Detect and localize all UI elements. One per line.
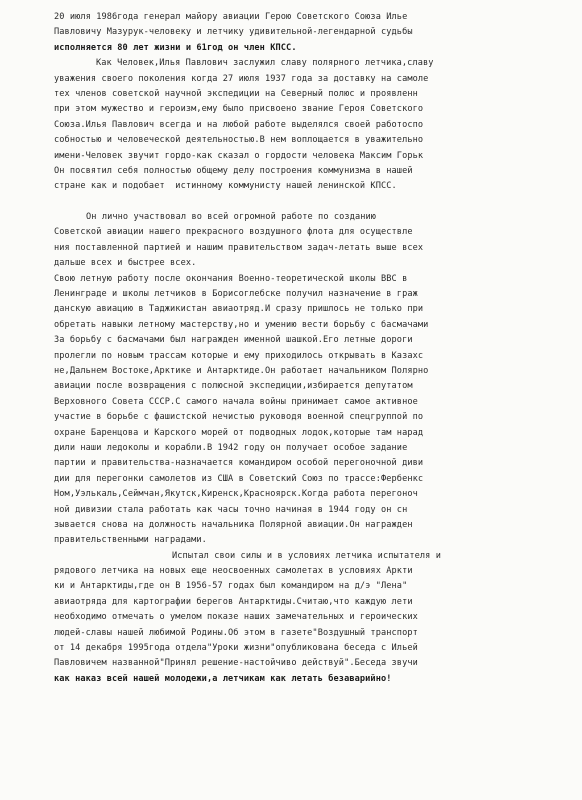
document-line: Союза.Илья Павлович всегда и на любой работе выделялся своей работоспо <box>54 119 424 130</box>
document-line: За борьбу с басмачами был награжден именной шашкой.Его летные дороги <box>54 335 413 346</box>
typed-letter-body <box>54 10 574 687</box>
document-line: партии и правительства-назначается командиром особой перегоночной диви <box>54 458 424 469</box>
document-line: дии для перегонки самолетов из США в Советский Союз по трассе:Фербенкс <box>54 473 424 484</box>
document-line: ки и Антарктиды,где он В 1956-57 годах был командиром на д/э "Лена" <box>54 581 408 592</box>
document-line: тех членов советской научной экспедиции на Северный полюс и проявленн <box>54 88 418 99</box>
document-line: рядового летчика на новых еще неосвоенных самолетах в условиях Аркти <box>54 566 413 577</box>
document-line: Ном,Уэлькаль,Сеймчан,Якутск,Киренск,Красноярск.Когда работа перегоноч <box>54 489 418 500</box>
document-line: авиаотряда для картографии берегов Антарктиды.Считаю,что каждую лети <box>54 596 413 607</box>
document-line: людей-славы нашей любимой Родины.Об этом в газете"Воздушный транспорт <box>54 627 418 638</box>
document-line: охране Баренцова и Карского морей от подводных лодок,которые там нарад <box>54 427 424 438</box>
document-line: Павловичу Мазурук-человеку и летчику удивительной-легендарной судьбы <box>54 27 413 38</box>
document-line: обретать навыки летному мастерству,но и умению вести борьбу с басмачами <box>54 319 429 330</box>
document-line: стране как и подобает истинному коммунисту нашей ленинской КПСС. <box>54 181 397 192</box>
document-line: от 14 декабря 1995года отдела"Уроки жизни"опубликована беседа с Ильей <box>54 643 418 654</box>
document-line: ния поставленной партией и нашим правительством задач-летать выше всех <box>54 242 424 253</box>
document-line: участие в борьбе с фашистской нечистью руководя военной спецгруппой по <box>54 412 424 423</box>
document-line: собностью и человеческой деятельностью.В нем воплощается в уважительно <box>54 135 424 146</box>
document-line: 20 июля 1986года генерал майору авиации Герою Советского Союза Илье <box>54 12 408 22</box>
document-line: дили наши ледоколы и корабли.В 1942 году он получает особое задание <box>54 442 408 453</box>
document-line: Советской авиации нашего прекрасного воздушного флота для осуществле <box>54 227 413 238</box>
document-line: необходимо отмечать о умелом показе наших замечательных и героических <box>54 612 418 623</box>
document-line: при этом мужество и героизм,ему было присвоено звание Героя Советского <box>54 104 424 115</box>
document-line: данскую авиацию в Таджикистан авиаотряд.И сразу пришлось не только при <box>54 304 424 315</box>
document-line: Павловичем названной"Принял решение-настойчиво действуй".Беседа звучи <box>54 658 418 669</box>
document-line: авиации после возвращения с полюсной экспедиции,избирается депутатом <box>54 381 413 392</box>
document-line: уважения своего поколения когда 27 июля 1937 года за доставку на самоле <box>54 73 429 84</box>
document-line: зывается снова на должность начальника Полярной авиации.Он награжден <box>54 519 413 530</box>
document-line: имени-Человек звучит гордо-как сказал о гордости человека Максим Горьк <box>54 150 424 161</box>
document-line: не,Дальнем Востоке,Арктике и Антарктиде.Он работает начальником Полярно <box>54 365 429 376</box>
document-line: ной дивизии стала работать как часы точно начиная в 1944 году он сн <box>54 504 408 515</box>
document-line: Испытал свои силы и в условиях летчика испытателя и <box>172 550 441 561</box>
document-line: правительственными наградами. <box>54 535 207 546</box>
document-line: Он лично участвовал во всей огромной работе по созданию <box>86 212 377 223</box>
document-line <box>54 195 574 210</box>
document-line: Верховного Совета СССР.С самого начала войны принимает самое активное <box>54 396 418 407</box>
document-line: дальше всех и быстрее всех. <box>54 258 197 269</box>
document-line: исполняется 80 лет жизни и 61год он член КПСС. <box>54 42 297 53</box>
document-line: Свою летную работу после окончания Военно-теоретической школы ВВС в <box>54 273 408 284</box>
document-line: пролегли по новым трассам которые и ему приходилось открывать в Казахс <box>54 350 424 361</box>
document-line: Как Человек,Илья Павлович заслужил славу полярного летчика,славу <box>96 58 434 69</box>
document-line: Ленинграде и школы летчиков в Борисоглебске получил назначение в граж <box>54 289 418 300</box>
document-line: Он посвятил себя полностью общему делу построения коммунизма в нашей <box>54 165 413 176</box>
document-line: как наказ всей нашей молодежи,а летчикам как летать безаварийно! <box>54 673 392 684</box>
